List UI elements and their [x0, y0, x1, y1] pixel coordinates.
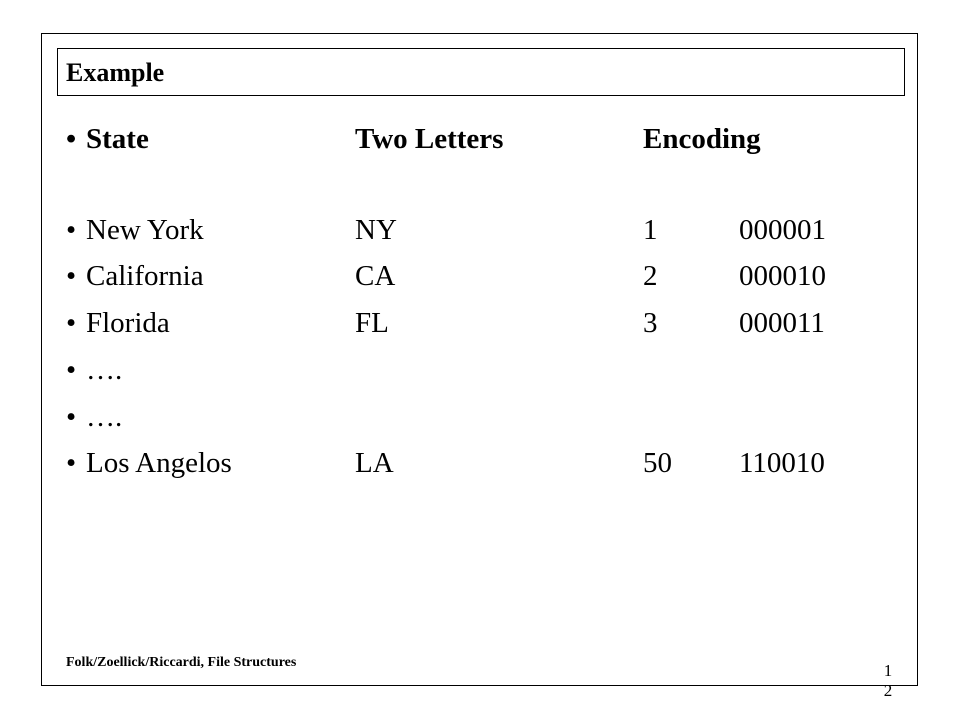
- list-item: [66, 257, 866, 295]
- title-box: [57, 48, 905, 96]
- state-number: 3: [643, 307, 658, 339]
- slide-title: Example: [66, 58, 165, 87]
- list-item: [66, 444, 866, 482]
- list-item: [66, 211, 866, 249]
- ellipsis-item: ….: [86, 354, 123, 386]
- bullet-icon: •: [66, 214, 77, 246]
- state-code: CA: [355, 260, 396, 292]
- state-code: FL: [355, 307, 389, 339]
- bullet-icon: •: [66, 123, 77, 155]
- bullet-icon: •: [66, 447, 77, 479]
- state-name: Florida: [86, 307, 170, 339]
- bullet-icon: •: [66, 401, 77, 433]
- header-row: [66, 120, 866, 158]
- page-number: 12: [883, 661, 893, 700]
- list-item: [66, 304, 866, 342]
- state-name: California: [86, 260, 204, 292]
- state-code: LA: [355, 447, 394, 479]
- header-state: State: [86, 123, 149, 155]
- bullet-icon: •: [66, 307, 77, 339]
- state-number: 2: [643, 260, 658, 292]
- bullet-icon: •: [66, 260, 77, 292]
- state-name: Los Angelos: [86, 447, 232, 479]
- list-item: [66, 351, 866, 389]
- header-encoding: Encoding: [643, 123, 761, 155]
- list-item: [66, 398, 866, 436]
- ellipsis-item: ….: [86, 401, 123, 433]
- header-two-letters: Two Letters: [355, 123, 504, 155]
- state-code: NY: [355, 214, 397, 246]
- state-binary: 000011: [739, 307, 825, 339]
- state-name: New York: [86, 214, 204, 246]
- state-number: 1: [643, 214, 658, 246]
- state-number: 50: [643, 447, 672, 479]
- footer-citation: Folk/Zoellick/Riccardi, File Structures: [66, 655, 297, 670]
- state-binary: 110010: [739, 447, 825, 479]
- state-binary: 000010: [739, 260, 826, 292]
- bullet-icon: •: [66, 354, 77, 386]
- state-binary: 000001: [739, 214, 826, 246]
